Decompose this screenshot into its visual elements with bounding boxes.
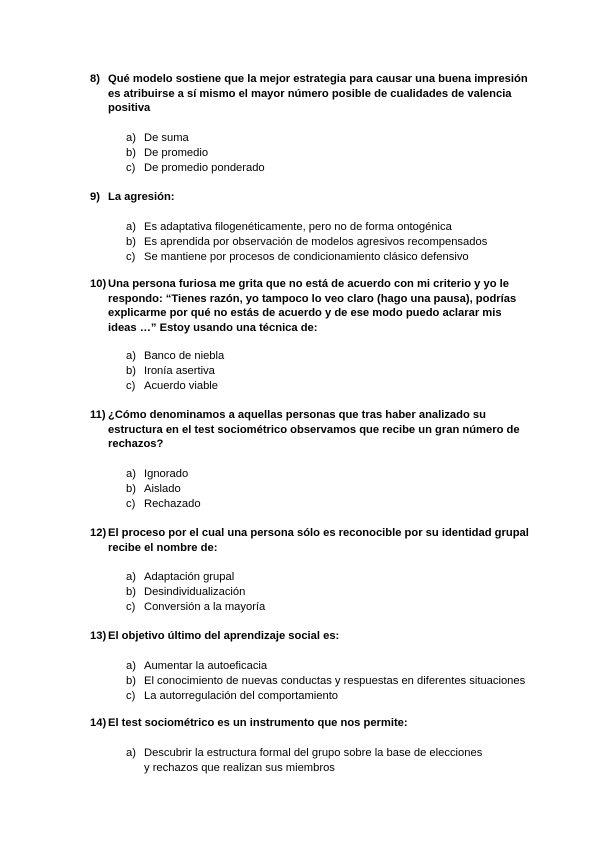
option-letter: b) [126,235,136,248]
option-text: Adaptación grupal [144,571,235,584]
option-list [90,349,530,394]
option-item [126,674,530,689]
question-8 [90,72,530,176]
option-item [126,585,530,600]
option-letter: a) [126,746,136,759]
option-letter: a) [126,350,136,363]
option-text: Desindividualización [144,586,246,599]
option-letter: c) [126,689,136,702]
question-number: 13) [90,630,107,642]
option-text: Se mantiene por procesos de condicionamiento clásico defensivo [144,250,469,263]
option-text: Es aprendida por observación de modelos agresivos recompensados [144,235,488,248]
option-letter: a) [126,467,136,480]
option-letter: a) [126,131,136,144]
question-number: 10) [90,278,107,290]
question-header [90,72,530,116]
option-text: De promedio ponderado [144,161,265,174]
question-text: ¿Cómo denominamos a aquellas personas que tras haber analizado su estructura en el test sociométrico observamos que recibe un gran número de rechazos? [108,409,520,451]
option-item [126,659,530,674]
option-list [90,467,530,512]
option-list [90,659,530,704]
option-letter: b) [126,146,136,159]
option-letter: a) [126,571,136,584]
option-item [126,250,530,265]
option-letter: c) [126,601,136,614]
option-item [126,746,486,776]
option-list [90,746,530,776]
question-text: El objetivo último del aprendizaje social es: [108,630,340,642]
question-number: 9) [90,191,100,203]
question-header [90,526,530,555]
option-item [126,146,530,161]
option-list [90,220,530,265]
option-item [126,689,530,704]
option-item [126,349,530,364]
question-text: El test sociométrico es un instrumento que nos permite: [108,717,408,729]
option-item [126,131,530,146]
question-10 [90,277,530,394]
option-text: El conocimiento de nuevas conductas y respuestas en diferentes situaciones [144,674,526,687]
option-letter: a) [126,220,136,233]
question-header [90,408,530,452]
option-text: La autorregulación del comportamiento [144,689,339,702]
question-text: Qué modelo sostiene que la mejor estrategia para causar una buena impresión es atribuirse a sí mismo el mayor número posible de cualidades de valencia positiva [108,73,528,115]
option-letter: b) [126,586,136,599]
option-letter: c) [126,497,136,510]
option-item [126,364,530,379]
option-item [126,600,530,615]
option-item [126,482,530,497]
option-text: Banco de niebla [144,350,225,363]
option-text: Es adaptativa filogenéticamente, pero no de forma ontogénica [144,220,452,233]
option-letter: b) [126,674,136,687]
option-text: Rechazado [144,497,201,510]
question-13 [90,629,530,704]
option-letter: c) [126,380,136,393]
option-item [126,220,530,235]
option-text: Descubrir la estructura formal del grupo sobre la base de elecciones y rechazos que realizan sus miembros [144,746,483,774]
option-item [126,161,530,176]
option-list [90,570,530,615]
question-number: 8) [90,73,100,85]
question-14 [90,716,530,776]
question-text: El proceso por el cual una persona sólo es reconocible por su identidad grupal recibe el nombre de: [108,527,529,554]
option-letter: a) [126,659,136,672]
option-item [126,235,530,250]
option-text: De suma [144,131,189,144]
question-header [90,277,530,335]
question-number: 12) [90,527,107,539]
option-letter: c) [126,250,136,263]
option-list [90,131,530,176]
option-text: Aumentar la autoeficacia [144,659,268,672]
question-header [90,190,530,205]
option-item [126,497,530,512]
question-header [90,716,530,731]
question-12 [90,526,530,615]
option-item [126,570,530,585]
option-letter: b) [126,482,136,495]
question-text: Una persona furiosa me grita que no está de acuerdo con mi criterio y yo le respondo: “Tienes razón, yo tampoco lo veo claro (hago una pausa), podrías explicarme por qué no estás de acuerdo y de ese modo puedo aclarar mis ideas …” Estoy usando una técnica de: [108,278,517,334]
option-text: Acuerdo viable [144,380,219,393]
option-text: Aislado [144,482,181,495]
option-text: De promedio [144,146,209,159]
option-text: Conversión a la mayoría [144,601,266,614]
option-letter: c) [126,161,136,174]
question-number: 14) [90,717,107,729]
question-header [90,629,530,644]
option-letter: b) [126,365,136,378]
question-number: 11) [90,409,106,421]
question-9 [90,190,530,265]
option-text: Ironía asertiva [144,365,215,378]
option-item [126,467,530,482]
option-item [126,379,530,394]
option-text: Ignorado [144,467,189,480]
question-11 [90,408,530,512]
question-text: La agresión: [108,191,175,203]
